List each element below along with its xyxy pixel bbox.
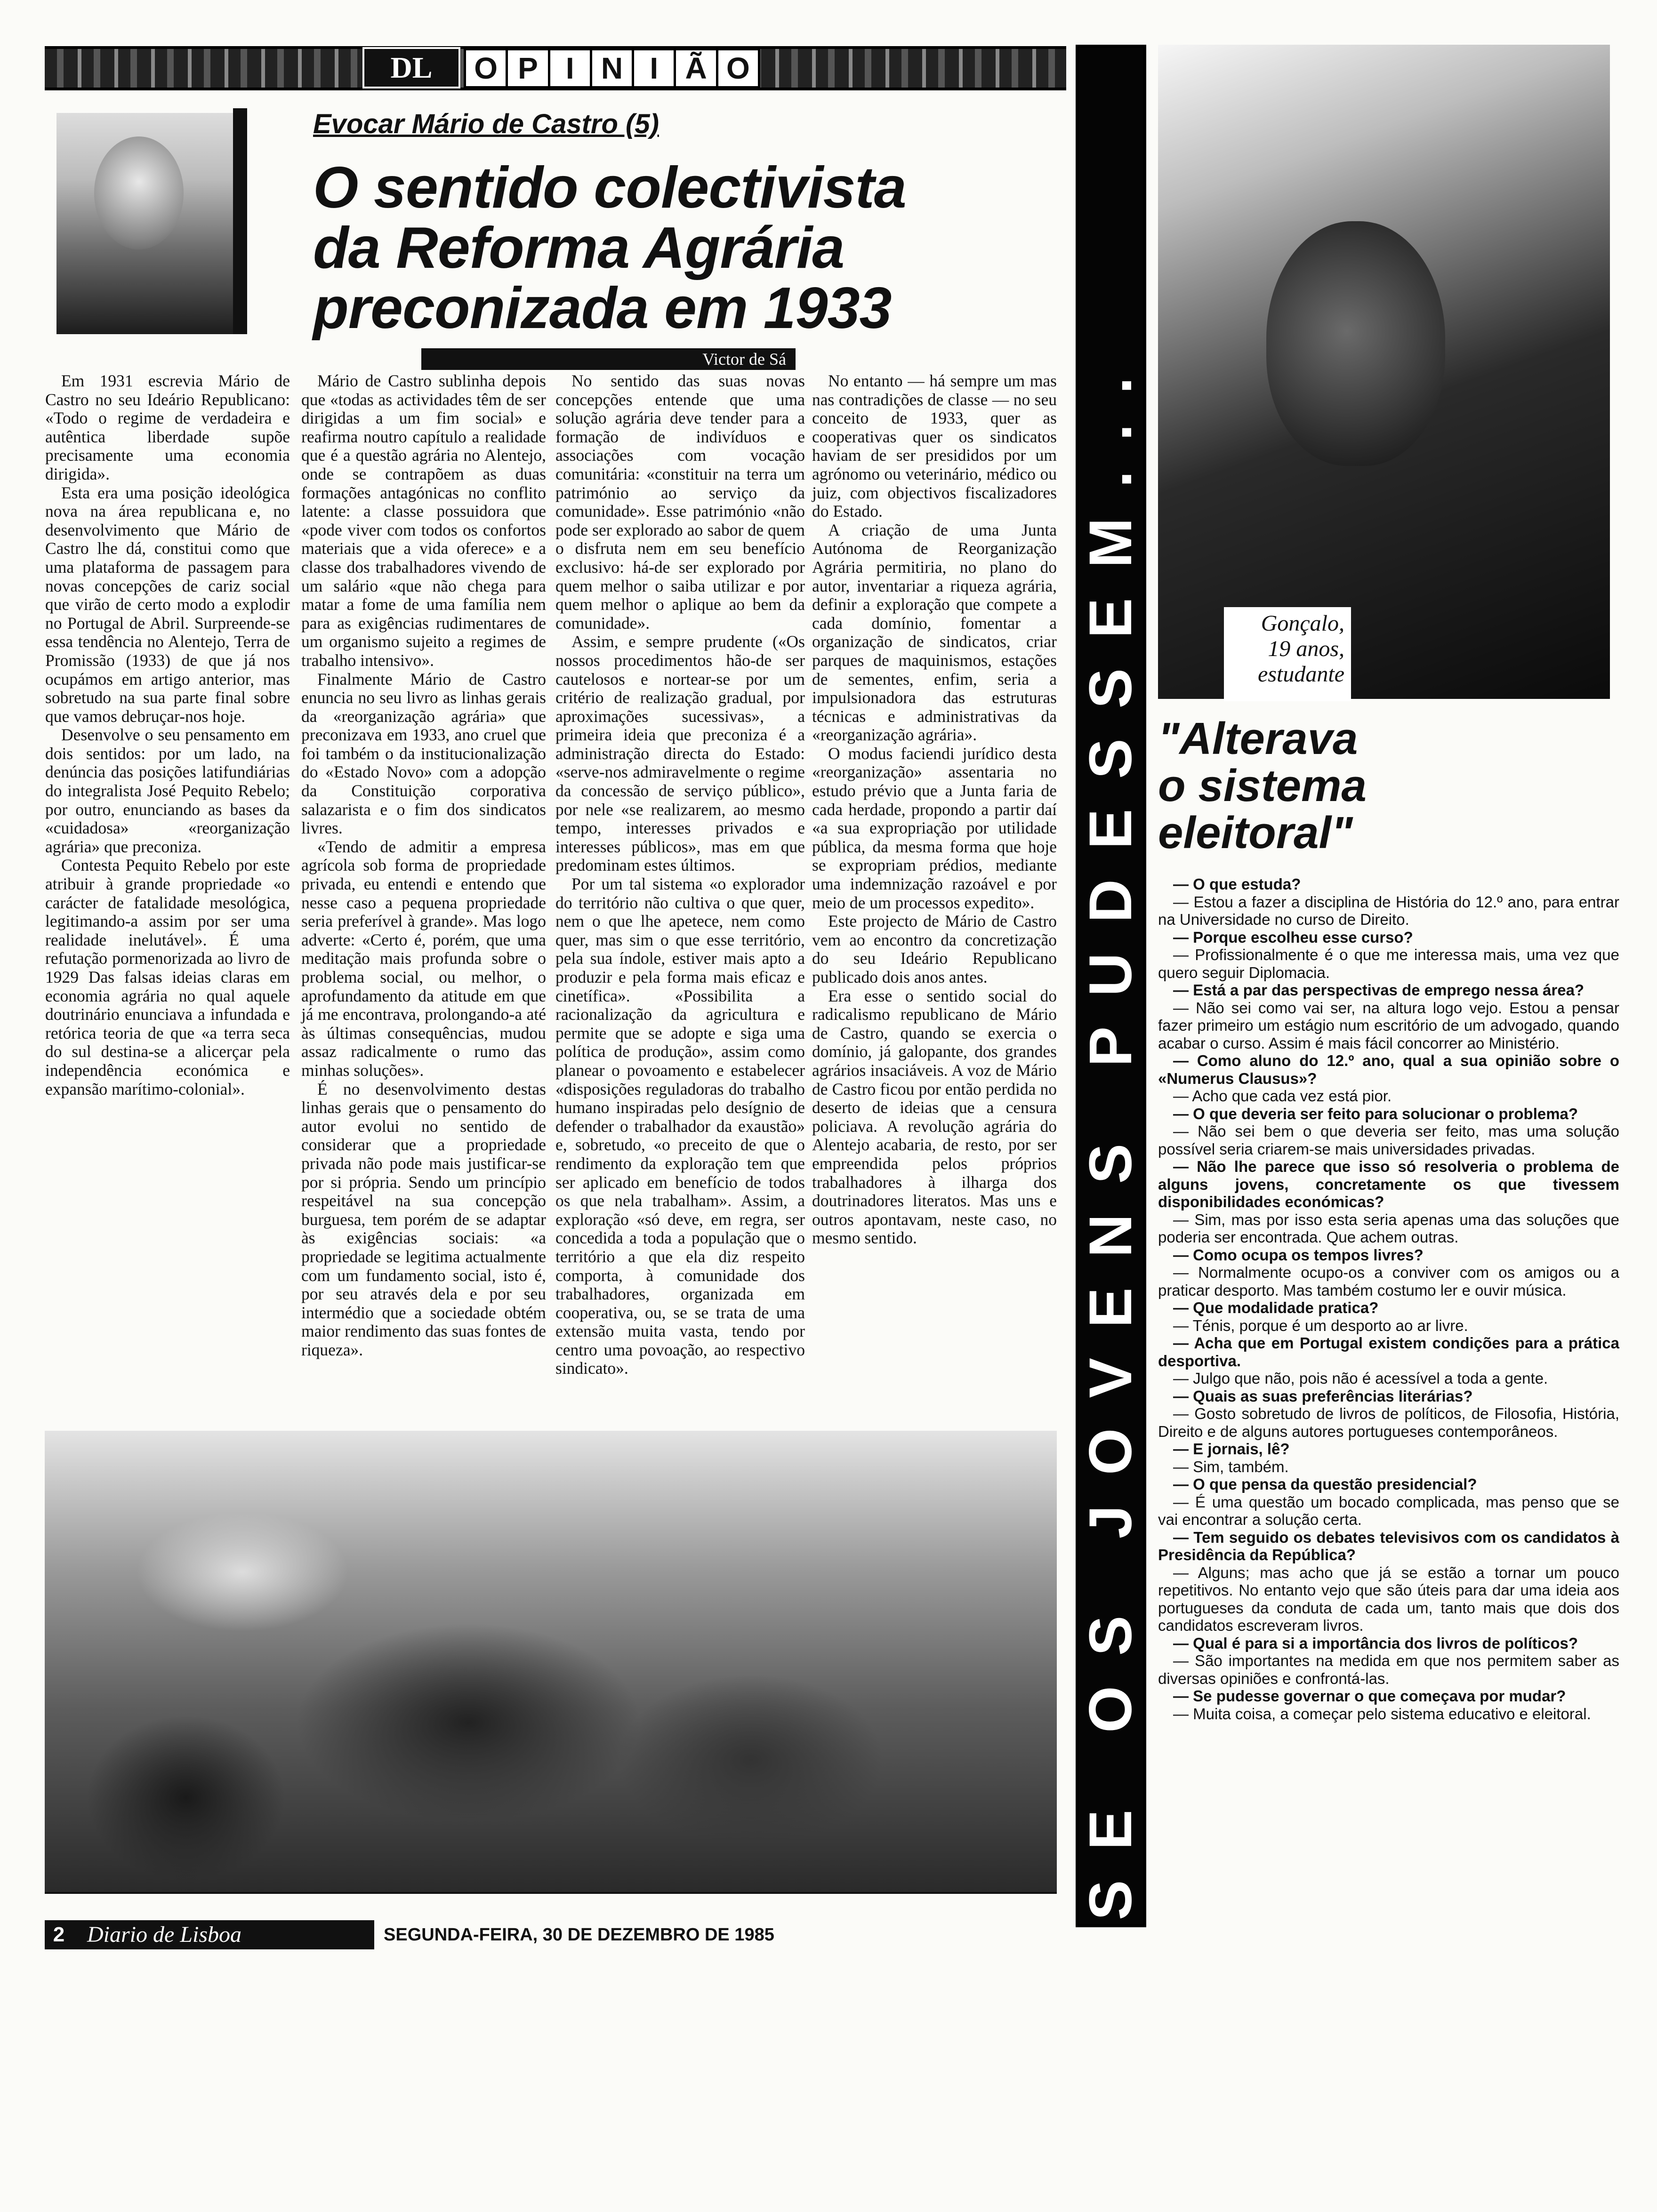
caption-line: Gonçalo,	[1261, 611, 1344, 636]
page-number: 2	[45, 1920, 73, 1949]
article-paragraph: Mário de Castro sublinha depois que «todas as actividades têm de ser dirigidas a um fim social» e reafirma noutro capítulo a realidade que é a questão agrária no Alentejo, onde se contrapõem as duas formações antagónicas no conflito latente: a classe possuidora que «pode viver com todos os confortos materiais que a vida oferece» e a classe dos trabalhadores vivendo de um salário «que não chega para matar a fome de uma família nem para as exigências rudimentares de um organismo sujeito a regimes de trabalho intensivo».	[301, 371, 546, 670]
article-column-4	[812, 372, 1057, 1248]
interview-question: — Porque escolheu esse curso?	[1158, 929, 1619, 946]
interview-answer: — Gosto sobretudo de livros de políticos, de Filosofia, História, Direito e de alguns autores portugueses contemporâneos.	[1158, 1405, 1619, 1440]
interview-title-line: eleitoral"	[1158, 808, 1353, 858]
newspaper-logo: DL	[362, 47, 460, 88]
interview-title-line: o sistema	[1158, 761, 1367, 811]
article-column-1	[45, 372, 290, 1098]
caption-line: 19 anos,	[1268, 636, 1344, 661]
article-paragraph: Assim, e sempre prudente («Os nossos procedimentos hão-de ser cautelosos e nortear-se por um critério de realização gradual, por aproximações sucessivas», a primeira ideia que preconiza é a administração directa do Estado: «serve-nos admiravelmente o regime da concessão de serviço público», por nele «se realizarem, ao mesmo tempo, interesses privados e interesses públicos», mas em que predominam estes últimos.	[555, 632, 805, 875]
article-paragraph: Em 1931 escrevia Mário de Castro no seu Ideário Republicano: «Todo o regime de verdadeira e autêntica liberdade supõe precisamente uma economia dirigida».	[45, 371, 290, 483]
article-headline	[313, 155, 1066, 341]
section-letter: P	[508, 50, 550, 86]
article-paragraph: Esta era uma posição ideológica nova na área republicana e, no desenvolvimento que Mário de Castro lhe dá, constitui como que uma plataforma de passagem para novas concepções de cariz social que virão de certo modo a explodir no Portugal de Abril. Surpreende-se essa tendência no Alentejo, Terra de Promissão (1933) de que já nos ocupámos em artigo anterior, mas sobretudo na sua parte final sobre que vamos debruçar-nos hoje.	[45, 483, 290, 726]
interview-question: — Que modalidade pratica?	[1158, 1299, 1619, 1317]
article-paragraph: Finalmente Mário de Castro enuncia no seu livro as linhas gerais da «reorganização agrária» que preconizava em 1933, ano cruel que foi também o da institucionalização do «Estado Novo» com a adopção da Constituição corporativa salazarista e o fim dos sindicatos livres.	[301, 669, 546, 838]
article-paragraph: Era esse o sentido social do radicalismo republicano de Mário de Castro, quando se exercia o domínio, já galopante, dos grandes agrários insaciáveis. A voz de Mário de Castro ficou por então perdida no deserto de ideias que a censura policiava. A revolução agrária do Alentejo acabaria, de resto, por ser empreendida pelos próprios trabalhadores à ilharga dos doutrinadores literatos. Mas uns e outros apontavam, neste caso, no mesmo sentido.	[812, 986, 1057, 1248]
interview-question: — Tem seguido os debates televisivos com os candidatos à Presidência da República?	[1158, 1529, 1619, 1564]
article-column-2	[301, 372, 546, 1359]
portrait-frame	[233, 108, 247, 334]
interview-answer: — Sim, mas por isso esta seria apenas uma das soluções que poderia ser encontrada. Que achem outras.	[1158, 1211, 1619, 1246]
interview-question: — O que pensa da questão presidencial?	[1158, 1475, 1619, 1493]
interview-question: — Acha que em Portugal existem condições para a prática desportiva.	[1158, 1334, 1619, 1370]
article-paragraph: O modus faciendi jurídico desta «reorganização» assentaria no estudo prévio que a Junta faria de cada herdade, propondo a partir daí «a sua expropriação por utilidade pública, da mesma forma que hoje se expropriam prédios, mediante uma indemnização razoável e por meio de um processos expedito».	[812, 744, 1057, 912]
interview-question: — Está a par das perspectivas de emprego nessa área?	[1158, 981, 1619, 999]
photo-divider	[45, 1892, 1057, 1894]
interview-answer: — Profissionalmente é o que me interessa mais, uma vez que quero seguir Diplomacia.	[1158, 946, 1619, 981]
headline-line: preconizada em 1933	[313, 276, 892, 341]
article-photo	[45, 1431, 1057, 1892]
article-column-3	[555, 372, 805, 1378]
article-paragraph: A criação de uma Junta Autónoma de Reorganização Agrária permitiria, no plano do autor, inventariar a riqueza agrária, definir a exploração que compete a cada domínio, fomentar a organização de sindicatos, criar parques de maquinismos, estações de sementes, enfim, seria a impulsionadora das estruturas técnicas e administrativas da «reorganização agrária».	[812, 520, 1057, 745]
interview-question: — O que deveria ser feito para solucionar o problema?	[1158, 1105, 1619, 1123]
article-paragraph: No sentido das suas novas concepções entende que uma solução agrária deve tender para a formação de indivíduos e associações com vocação comunitária: «constituir na terra um património ao serviço da comunidade». Esse património «não pode ser explorado ao sabor de quem o disfruta nem em seu benefício exclusivo: há-de ser explorado por quem melhor o saiba utilizar e por quem melhor o aplique ao bem da comunidade».	[555, 371, 805, 633]
section-letter: O	[726, 51, 750, 85]
section-letter: N	[592, 50, 634, 86]
portrait-head	[94, 136, 184, 249]
headline-line: O sentido colectivista	[313, 155, 906, 220]
photo-caption	[1224, 607, 1351, 701]
interview-question: — Qual é para si a importância dos livros de políticos?	[1158, 1635, 1619, 1652]
article-paragraph: Desenvolve o seu pensamento em dois sentidos: por um lado, na denúncia das posições latifundiárias do integralista José Pequito Rebelo; por outro, enunciando as bases da «cuidadosa» «reorganização agrária» que preconiza.	[45, 725, 290, 856]
interview-answer: — Muita coisa, a começar pelo sistema educativo e eleitoral.	[1158, 1705, 1619, 1723]
interview-answer: — Normalmente ocupo-os a conviver com os amigos ou a praticar desporto. Mas também costumo ler e ouvir música.	[1158, 1264, 1619, 1299]
section-letter: O	[466, 50, 508, 86]
sidebar-vertical-title: SE OS JOVENS PUDESSEM...	[1077, 347, 1144, 1920]
section-label	[464, 48, 760, 88]
article-paragraph: É no desenvolvimento destas linhas gerais que o pensamento do autor evolui no sentido de considerar que a propriedade privada não pode mais justificar-se por si própria. Sendo um princípio respeitável na sua concepção burguesa, tem porém de se adaptar às exigências sociais: «a propriedade se legitima actualmente com um fundamento social, isto é, por seu através dela e por seu intermédio que a sociedade obtém maior rendimento das suas fontes de riqueza».	[301, 1079, 546, 1359]
interview-title-line: "Alterava	[1158, 713, 1358, 764]
headline-line: da Reforma Agrária	[313, 216, 845, 281]
interview-answer: — Não sei como vai ser, na altura logo vejo. Estou a pensar fazer primeiro um estágio num escritório de um advogado, quando acabar o curso. Assim é mais fácil concorrer ao Ministério.	[1158, 999, 1619, 1052]
article-kicker: Evocar Mário de Castro (5)	[313, 109, 659, 139]
section-letter: I	[550, 50, 592, 86]
section-letter: I	[634, 50, 676, 86]
interview-answer: — Ténis, porque é um desporto ao ar livre.	[1158, 1317, 1619, 1335]
footer-date: SEGUNDA-FEIRA, 30 DE DEZEMBRO DE 1985	[384, 1925, 774, 1945]
interview-answer: — São importantes na medida em que nos permitem saber as diversas opiniões e confrontá-las.	[1158, 1652, 1619, 1687]
interview-question: — Não lhe parece que isso só resolveria o problema de alguns jovens, concretamente os que tivessem disponibilidades económicas?	[1158, 1158, 1619, 1211]
article-paragraph: Este projecto de Mário de Castro vem ao encontro da concretização do seu Ideário Republicano publicado dois anos antes.	[812, 912, 1057, 986]
interview-answer: — Estou a fazer a disciplina de História do 12.º ano, para entrar na Universidade no curso de Direito.	[1158, 893, 1619, 929]
interview-text	[1158, 875, 1619, 1723]
interview-question: — Como ocupa os tempos livres?	[1158, 1246, 1619, 1264]
interview-question: — E jornais, lê?	[1158, 1440, 1619, 1458]
interview-answer: — Sim, também.	[1158, 1458, 1619, 1476]
interview-title	[1158, 715, 1610, 857]
article-byline: Victor de Sá	[421, 348, 796, 370]
interview-answer: — Julgo que não, pois não é acessível a toda a gente.	[1158, 1370, 1619, 1387]
interview-question: — Quais as suas preferências literárias?	[1158, 1387, 1619, 1405]
article-paragraph: «Tendo de admitir a empresa agrícola sob forma de propriedade privada, eu entendi e entendo que nesse caso a pequena propriedade seria preferível à grande». Mas logo adverte: «Certo é, porém, que uma meditação mais profunda sobre o problema social, ou melhor, o aprofundamento da atitude em que já me encontrava, prolongando-a até às últimas consequências, mudou assaz radicalmente o rumo das minhas soluções».	[301, 837, 546, 1080]
caption-line: estudante	[1258, 662, 1344, 687]
interview-answer: — É uma questão um bocado complicada, mas penso que se vai encontrar a solução certa.	[1158, 1493, 1619, 1529]
article-paragraph: Contesta Pequito Rebelo por este atribuir à grande propriedade «o carácter de fatalidade mesológica, legitimando-a assim por ser uma realidade inelutável». É uma refutação pormenorizada ao livro de 1929 Das falsas ideias claras em economia agrária no qual aquele doutrinário enunciava a infundada e retórica teoria de que «a terra seca do sul destina-se a alicerçar pela independência económica e expansão marítimo-colonial».	[45, 856, 290, 1098]
interview-answer: — Alguns; mas acho que já se estão a tornar um pouco repetitivos. No entanto vejo que são úteis para dar uma ideia aos portugueses da conduta de cada um, tanto mais que dois dos candidatos escreveram livros.	[1158, 1564, 1619, 1635]
footer-masthead: Diario de Lisboa	[73, 1920, 374, 1949]
article-paragraph: No entanto — há sempre um mas nas contradições de classe — no seu conceito de 1933, quer as cooperativas quer os sindicatos haviam de ser presididos por um agrónomo ou veterinário, médico ou juiz, com objectivos fiscalizadores do Estado.	[812, 371, 1057, 521]
interview-answer: — Acho que cada vez está pior.	[1158, 1087, 1619, 1105]
interview-answer: — Não sei bem o que deveria ser feito, mas uma solução possível seria criarem-se mais universidades privadas.	[1158, 1122, 1619, 1158]
section-letter: Ã	[676, 50, 718, 86]
interview-question: — Como aluno do 12.º ano, qual a sua opinião sobre o «Numerus Clausus»?	[1158, 1052, 1619, 1087]
interview-question: — O que estuda?	[1158, 875, 1619, 893]
interviewee-face	[1266, 221, 1445, 466]
article-paragraph: Por um tal sistema «o explorador do território não cultiva o que quer, nem o que lhe apetece, nem como quer, mas sim o que esse território, pela sua índole, estiver mais apto a produzir e pela forma mais eficaz e cinetífica». «Possibilita a racionalização da agricultura e permite que se adopte e siga uma política de produção», assim como planear o povoamento e estabelecer «disposições reguladoras do trabalho humano inspiradas pelo desígnio de defender o trabalhador da exaustão» e, sobretudo, «o preceito de que o rendimento da exploração tem que ser aplicado em benefício de todos os que nela trabalham». Assim, a exploração «só deve, em regra, ser concedida a toda a população que o território a que ela diz respeito comporta, à comunidade dos trabalhadores, organizada em cooperativa, ou, se se trata de uma extensão muita vasta, tendo por centro uma povoação, ao respectivo sindicato».	[555, 874, 805, 1378]
interview-question: — Se pudesse governar o que começava por mudar?	[1158, 1687, 1619, 1705]
